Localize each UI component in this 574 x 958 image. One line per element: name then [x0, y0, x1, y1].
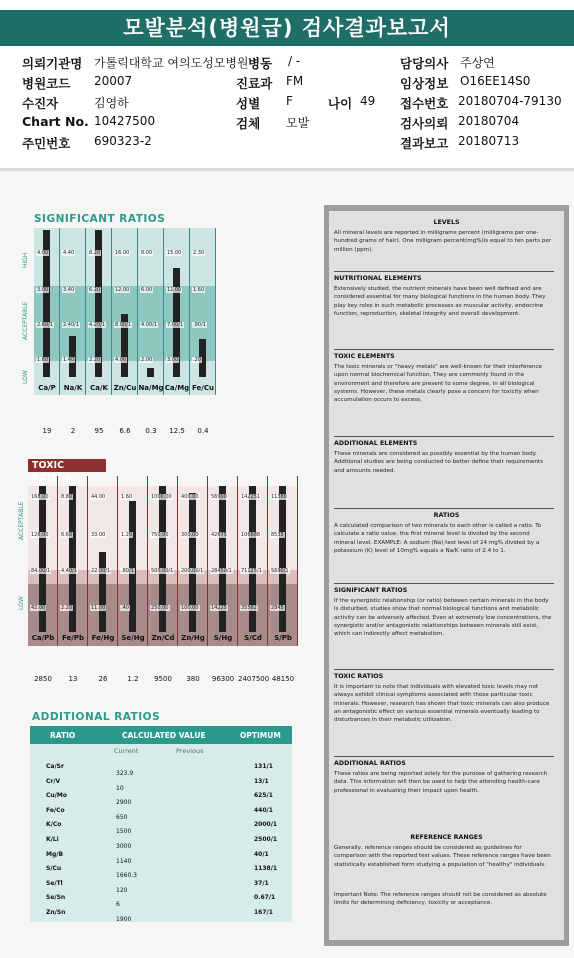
- sig-tick: 7.00/1: [167, 322, 183, 328]
- request-label: 검사의뢰: [400, 116, 449, 131]
- dept2-value: FM: [286, 74, 304, 88]
- header-optimum: OPTIMUM: [240, 731, 281, 740]
- sig-col-name: Ca/Mg: [164, 384, 190, 392]
- doctor-label: 담당의사: [400, 56, 449, 71]
- sig-tick: 6.20: [89, 287, 101, 293]
- sig-tick: 1.60: [37, 357, 49, 363]
- report-title: 모발분석(병원급) 검사결과보고서: [0, 10, 574, 46]
- tox-col-value: 1.2: [127, 675, 139, 683]
- panel-divider: [334, 756, 554, 757]
- panel-divider: [334, 271, 554, 272]
- sex-value: F: [286, 94, 293, 108]
- add-ratio: Cu/Mo: [46, 792, 67, 800]
- panel-heading: TOXIC RATIOS: [334, 673, 384, 680]
- add-optimum: 440/1: [254, 806, 273, 814]
- sig-tick: 11.00: [167, 287, 182, 293]
- request-value: 20180704: [458, 114, 520, 128]
- sig-tick: 3.00: [167, 357, 179, 363]
- add-optimum: 37/1: [254, 879, 269, 887]
- add-current: 1140: [116, 857, 132, 865]
- panel-divider: [334, 436, 554, 437]
- sig-col-name: Na/K: [63, 384, 83, 392]
- sig-col-name: Fe/Cu: [192, 384, 214, 392]
- add-ratio: Mg/B: [46, 850, 64, 858]
- sig-tick: .90/1: [193, 322, 206, 328]
- panel-heading: ADDITIONAL RATIOS: [334, 760, 406, 767]
- tox-tick: 14225: [211, 605, 227, 611]
- tox-tick: 400.00: [181, 494, 199, 500]
- tox-bar: [189, 493, 196, 632]
- tox-tick: 8535: [271, 532, 284, 538]
- add-optimum: 2500/1: [254, 836, 278, 843]
- panel-divider: [334, 508, 554, 509]
- panel-heading: REFERENCE RANGES: [410, 834, 483, 841]
- tox-col-value: 26: [98, 675, 108, 683]
- tox-tick: 42.00: [31, 605, 46, 611]
- hospcode-label: 병원코드: [22, 76, 71, 91]
- add-ratio: Se/Tl: [46, 879, 63, 887]
- tox-tick: 4.40/1: [61, 568, 77, 574]
- sig-tick: 3.40: [63, 287, 75, 293]
- add-current: 1660.3: [116, 872, 137, 880]
- tox-tick: 11.00: [91, 605, 106, 611]
- tox-col-name: Zn/Cd: [151, 634, 175, 642]
- tox-tick: 44.00: [91, 494, 106, 500]
- add-current: 650: [116, 813, 128, 821]
- tox-col-name: Zn/Hg: [181, 634, 205, 642]
- panel-heading: LEVELS: [433, 219, 460, 226]
- sig-col-name: Ca/K: [90, 384, 108, 392]
- tox-col-name: Fe/Hg: [91, 634, 115, 642]
- tox-tick: 500.00/1: [151, 568, 174, 574]
- tox-tick: 1.20: [121, 532, 133, 538]
- ssn-value: 690323-2: [94, 134, 152, 148]
- panel-divider: [334, 669, 554, 670]
- add-optimum: 40/1: [254, 850, 269, 858]
- sig-tick: 1.60: [193, 287, 205, 293]
- age-label: 나이: [328, 96, 353, 111]
- tox-col-value: 380: [186, 675, 200, 683]
- sig-tick: .20: [193, 357, 201, 363]
- tox-col-value: 96300: [211, 675, 235, 683]
- panel-heading: SIGNIFICANT RATIOS: [334, 587, 408, 594]
- add-ratio: Zn/Sn: [46, 909, 66, 916]
- tox-col-name: Ca/Pb: [31, 634, 55, 642]
- panel-text: If the synergistic relationship (or ratio) between certain minerals in the body is disturbed, studies show that normal biological functions and metabolic activity can be adversely affected. Even at extremely low concentrations, the synergistic and/or antagonistic relationships between minerals still exist, which can indirectly affect metabolism.: [334, 598, 552, 638]
- add-optimum: 0.67/1: [254, 894, 276, 902]
- tox-col-name: S/Hg: [213, 634, 233, 642]
- add-optimum: 1138/1: [254, 865, 278, 873]
- info-panel: [329, 211, 564, 940]
- tox-tick: 250.00: [151, 605, 169, 611]
- ssn-label: 주민번호: [22, 136, 71, 151]
- add-current: 120: [116, 886, 128, 894]
- sig-bar: [147, 368, 154, 377]
- panel-heading: ADDITIONAL ELEMENTS: [334, 440, 418, 447]
- tox-tick: .80/1: [121, 568, 134, 574]
- tox-bar: [129, 501, 136, 632]
- sig-col-name: Ca/P: [38, 384, 56, 392]
- sig-col-value: 2: [70, 427, 76, 435]
- panel-heading: NUTRITIONAL ELEMENTS: [334, 275, 422, 282]
- add-ratio: Ca/Sr: [46, 763, 64, 770]
- report-label: 결과보고: [400, 136, 449, 151]
- tox-tick: 8.80: [61, 494, 73, 500]
- hospcode-value: 20007: [94, 74, 133, 88]
- tox-tick: 1.60: [121, 494, 133, 500]
- panel-heading: RATIOS: [433, 512, 460, 519]
- tox-tick: 168.00: [31, 494, 49, 500]
- panel-text: These minerals are considered as possibly essential by the human body. Additional studies are being conducted to better define their requirements and amounts needed.: [334, 451, 543, 474]
- add-optimum: 2000/1: [254, 821, 278, 829]
- tox-tick: 6.60: [61, 532, 73, 538]
- doctor-value: 주상연: [460, 56, 495, 70]
- tox-tick: 142251: [241, 494, 261, 500]
- sig-tick: 2.60/1: [37, 322, 53, 328]
- tox-col-name: S/Pb: [274, 634, 292, 642]
- tox-bar: [99, 552, 106, 632]
- tox-col-value: 48150: [271, 675, 295, 683]
- header-current: Current: [114, 747, 139, 755]
- add-optimum: 13/1: [254, 777, 269, 785]
- tox-tick: 2845: [271, 605, 284, 611]
- sig-tick: 4.00: [115, 357, 127, 363]
- specimen-label: 검체: [236, 116, 261, 131]
- tox-tick: 42675: [211, 532, 227, 538]
- add-current: 1500: [116, 828, 132, 836]
- add-optimum: 131/1: [254, 763, 273, 770]
- sig-tick: 8.20: [89, 250, 101, 256]
- add-optimum: 167/1: [254, 909, 273, 916]
- add-current: 323.9: [116, 770, 134, 777]
- tox-tick: 126.00: [31, 532, 49, 538]
- add-current: 2900: [116, 799, 132, 807]
- sig-tick: 16.00: [115, 250, 130, 256]
- sig-tick: 6.00: [141, 287, 153, 293]
- tox-range-low: LOW: [18, 596, 25, 610]
- header-previous: Previous: [176, 747, 204, 755]
- sig-tick: 2.30: [193, 250, 205, 256]
- tox-col-value: 13: [68, 675, 78, 683]
- sig-col-name: Zn/Cu: [113, 384, 137, 392]
- sig-tick: 2.20: [89, 357, 101, 363]
- tox-col-name: Se/Hg: [121, 634, 145, 642]
- sex-label: 성별: [236, 96, 261, 111]
- header-ratio: RATIO: [50, 731, 76, 740]
- sig-tick: 4.00: [37, 250, 49, 256]
- toxic-title: TOXIC RATIOS: [28, 459, 106, 472]
- dept-value: / -: [288, 54, 301, 68]
- collector-label: 수진자: [22, 96, 59, 111]
- tox-tick: 28450/1: [211, 568, 232, 574]
- sig-col-value: 19: [42, 427, 52, 435]
- significant-title: SIGNIFICANT RATIOS: [34, 213, 166, 225]
- panel-text: The toxic minerals or "heavy metals" are well-known for their interference upon normal biochemical function, They are commonly found in the environment and therefore are present to some degree, in all biological systems. However, these metals clearly pose a concern for toxicity when accumulation occurs to excess.: [334, 364, 543, 404]
- tox-col-value: 9500: [154, 675, 172, 683]
- tox-tick: 71125/1: [241, 568, 262, 574]
- tox-tick: 100.00: [181, 605, 199, 611]
- report-value: 20180713: [458, 134, 520, 148]
- sig-col-name: Na/Mg: [138, 384, 164, 392]
- sig-tick: 8.00/1: [115, 322, 131, 328]
- tox-tick: 33.00: [91, 532, 106, 538]
- add-ratio: S/Cu: [46, 865, 62, 873]
- tox-tick: 35562: [241, 605, 257, 611]
- panel-heading: TOXIC ELEMENTS: [334, 353, 395, 360]
- additional-title: ADDITIONAL RATIOS: [32, 711, 161, 723]
- dept-label: 병동: [248, 56, 273, 71]
- add-current: 10: [116, 784, 124, 792]
- sig-col-value: 0.3: [145, 427, 157, 435]
- tox-tick: 200.00/1: [181, 568, 204, 574]
- institution-label: 의뢰기관명: [22, 56, 83, 71]
- clinical-label: 임상정보: [400, 76, 449, 91]
- age-value: 49: [360, 94, 376, 108]
- receipt-label: 접수번호: [400, 96, 449, 111]
- sig-range-acceptable: ACCEPTABLE: [22, 301, 29, 340]
- dept2-label: 진료과: [236, 76, 273, 91]
- sig-tick: 2.00: [141, 357, 153, 363]
- sig-tick: 4.20/1: [89, 322, 105, 328]
- panel-text: Generally, reference ranges should be considered as guidelines for comparison with the reported test values. These reference ranges have been statistically established form studying a population of "healthy" individuals.: [334, 845, 551, 868]
- tox-range-acceptable: ACCEPTABLE: [18, 501, 25, 540]
- sig-tick: 12.00: [115, 287, 130, 293]
- panel-text: Important Note: The reference ranges should not be considered as absolute limits for determining deficiency, toxicity or acceptance.: [334, 892, 547, 907]
- sig-col-value: 12.5: [169, 427, 185, 435]
- sig-tick: 15.00: [167, 250, 182, 256]
- clinical-value: O16EE14S0: [460, 74, 531, 88]
- tox-col-name: Fe/Pb: [62, 634, 84, 642]
- additional-header: [30, 726, 292, 744]
- sig-tick: 4.00/1: [141, 322, 157, 328]
- tox-tick: 56900: [211, 494, 227, 500]
- tox-tick: 11380: [271, 494, 287, 500]
- sig-tick: 4.40: [63, 250, 75, 256]
- panel-text: These ratios are being reported solely for the puroose of gathering research data. This information will then be used to help the attending health-care professional in evaluating their impact upon health.: [334, 771, 548, 794]
- sig-tick: 1.40: [63, 357, 75, 363]
- tox-tick: 84.00/1: [31, 568, 51, 574]
- panel-divider: [334, 349, 554, 350]
- panel-text: All mineral levels are reported in milligrams percent (milligrams per one-hundred grams of hair). One milligram percent(mg%)is equal to ten parts per million (ppm).: [334, 230, 552, 253]
- sig-tick: 3.00: [37, 287, 49, 293]
- add-optimum: 625/1: [254, 792, 273, 800]
- sig-tick: 8.00: [141, 250, 153, 256]
- panel-text: A calculated comparison of two minerals to each other is called a ratio. To calculate a ratio value, the first mineral level is divided by the second mineral level. EXAMPLE: A sodium (Na) test level of 24 mg% divided by a potassium (K) level of 10mg% equals a Na/K ratio of 2.4 to 1.: [334, 523, 542, 554]
- tox-col-value: 2407500: [238, 675, 270, 683]
- tox-tick: 106688: [241, 532, 261, 538]
- tox-col-value: 2850: [34, 675, 52, 683]
- chart-value: 10427500: [94, 114, 156, 128]
- sig-range-low: LOW: [22, 370, 29, 384]
- chart-label: Chart No.: [22, 114, 89, 129]
- tox-tick: 750.00: [151, 532, 169, 538]
- institution-value: 가톨릭대학교 여의도성모병원: [94, 56, 249, 70]
- sig-tick: 2.40/1: [63, 322, 79, 328]
- sig-col-value: 6.6: [119, 427, 131, 435]
- sig-col-value: 95: [94, 427, 104, 435]
- tox-tick: 22.00/1: [91, 568, 111, 574]
- sig-col-value: 0.4: [197, 427, 209, 435]
- tox-tick: 300.00: [181, 532, 199, 538]
- panel-divider: [334, 583, 554, 584]
- tox-tick: 5690/1: [271, 568, 289, 574]
- add-current: 3000: [116, 843, 132, 850]
- specimen-value: 모발: [286, 116, 310, 130]
- sig-range-high: HIGH: [22, 252, 29, 268]
- panel-text: It is important to note that individuals with elevated toxic levels may not always exhibit clinical symptoms associated with those particular toxic minerals. However, research has shown that toxic minerals can also produce an antagonistic effect on various essential minerals eventually leading to disturbances in their metabolic utilization.: [334, 684, 550, 724]
- tox-tick: 1000.00: [151, 494, 172, 500]
- add-ratio: Se/Sn: [46, 894, 66, 902]
- add-ratio: Cr/V: [46, 777, 61, 785]
- panel-text: Extensively studied, the nutrient minerals have been well defined and are considered essential for many biological functions in the human body. They play key roles in such metabolic processes as muscular activity, endocrine function, reproduction, skeletal integrity and overall development.: [334, 286, 546, 317]
- tox-col-name: S/Cd: [244, 634, 262, 642]
- collector-value: 김영하: [94, 96, 129, 110]
- receipt-value: 20180704-79130: [458, 94, 562, 108]
- add-current: 1900: [116, 916, 132, 923]
- add-current: 6: [116, 901, 120, 909]
- additional-table: [30, 726, 292, 922]
- tox-tick: .40: [121, 605, 129, 611]
- tox-tick: 2.20: [61, 605, 73, 611]
- add-ratio: K/Co: [46, 821, 62, 829]
- add-ratio: K/Li: [46, 836, 59, 843]
- header-calc: CALCULATED VALUE: [122, 731, 206, 740]
- add-ratio: Fe/Co: [46, 806, 65, 814]
